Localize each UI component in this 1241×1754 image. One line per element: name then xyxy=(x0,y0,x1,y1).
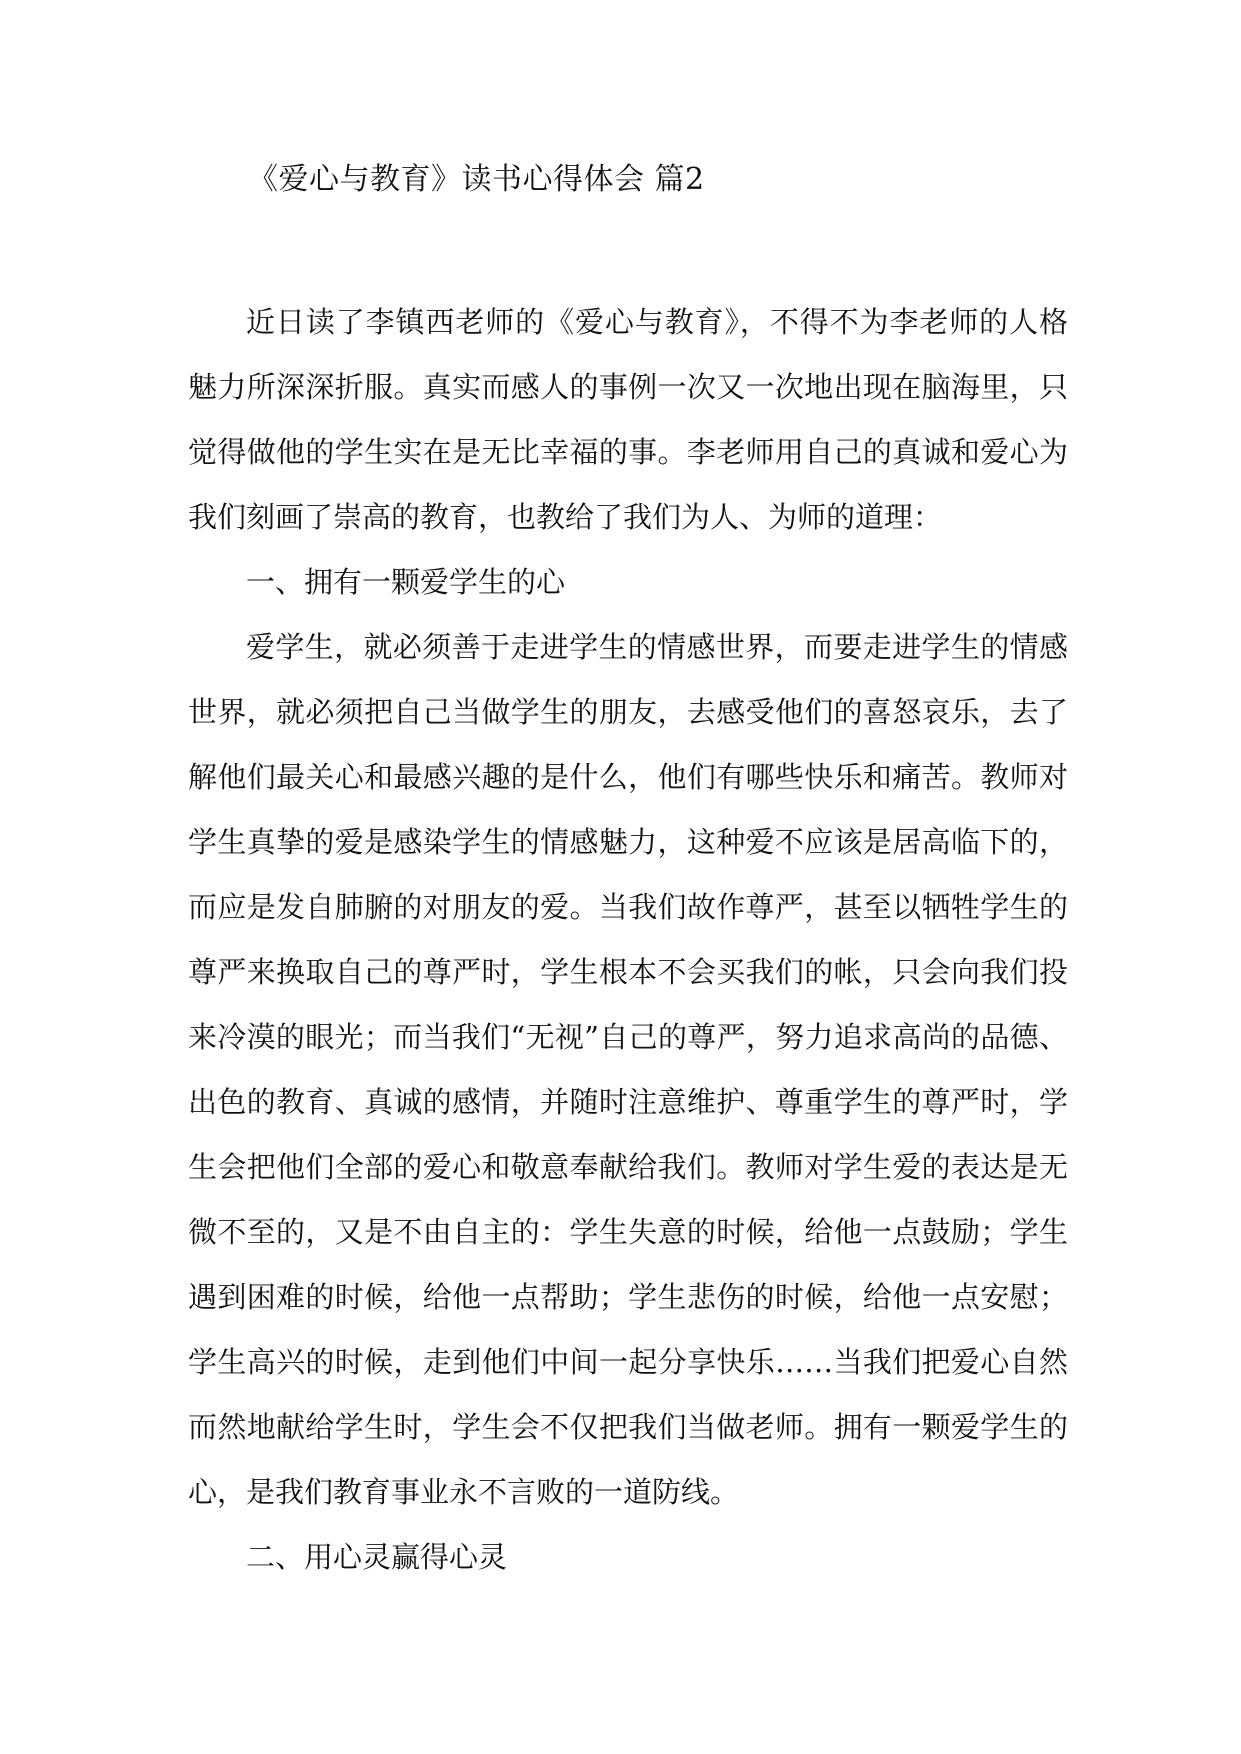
document-body xyxy=(188,290,1068,1590)
section-heading-2: 二、用心灵赢得心灵 xyxy=(246,1540,508,1574)
paragraph-section-1: 爱学生，就必须善于走进学生的情感世界，而要走进学生的情感世界，就必须把自己当做学生的朋友，去感受他们的喜怒哀乐，去了解他们最关心和最感兴趣的是什么，他们有哪些快乐和痛苦。教师对学生真挚的爱是感染学生的情感魅力，这种爱不应该是居高临下的，而应是发自肺腑的对朋友的爱。当我们故作尊严，甚至以牺牲学生的尊严来换取自己的尊严时，学生根本不会买我们的帐，只会向我们投来冷漠的眼光；而当我们“无视”自己的尊严，努力追求高尚的品德、出色的教育、真诚的感情，并随时注意维护、尊重学生的尊严时，学生会把他们全部的爱心和敬意奉献给我们。教师对学生爱的表达是无微不至的，又是不由自主的：学生失意的时候，给他一点鼓励；学生遇到困难的时候，给他一点帮助；学生悲伤的时候，给他一点安慰；学生高兴的时候，走到他们中间一起分享快乐……当我们把爱心自然而然地献给学生时，学生会不仅把我们当做老师。拥有一颗爱学生的心，是我们教育事业永不言败的一道防线。 xyxy=(188,630,1068,1509)
document-title: 《爱心与教育》读书心得体会 篇2 xyxy=(248,162,705,197)
paragraph-intro: 近日读了李镇西老师的《爱心与教育》，不得不为李老师的人格魅力所深深折服。真实而感人的事例一次又一次地出现在脑海里，只觉得做他的学生实在是无比幸福的事。李老师用自己的真诚和爱心为我们刻画了崇高的教育，也教给了我们为人、为师的道理： xyxy=(188,305,1068,534)
section-heading-1: 一、拥有一颗爱学生的心 xyxy=(246,565,566,599)
